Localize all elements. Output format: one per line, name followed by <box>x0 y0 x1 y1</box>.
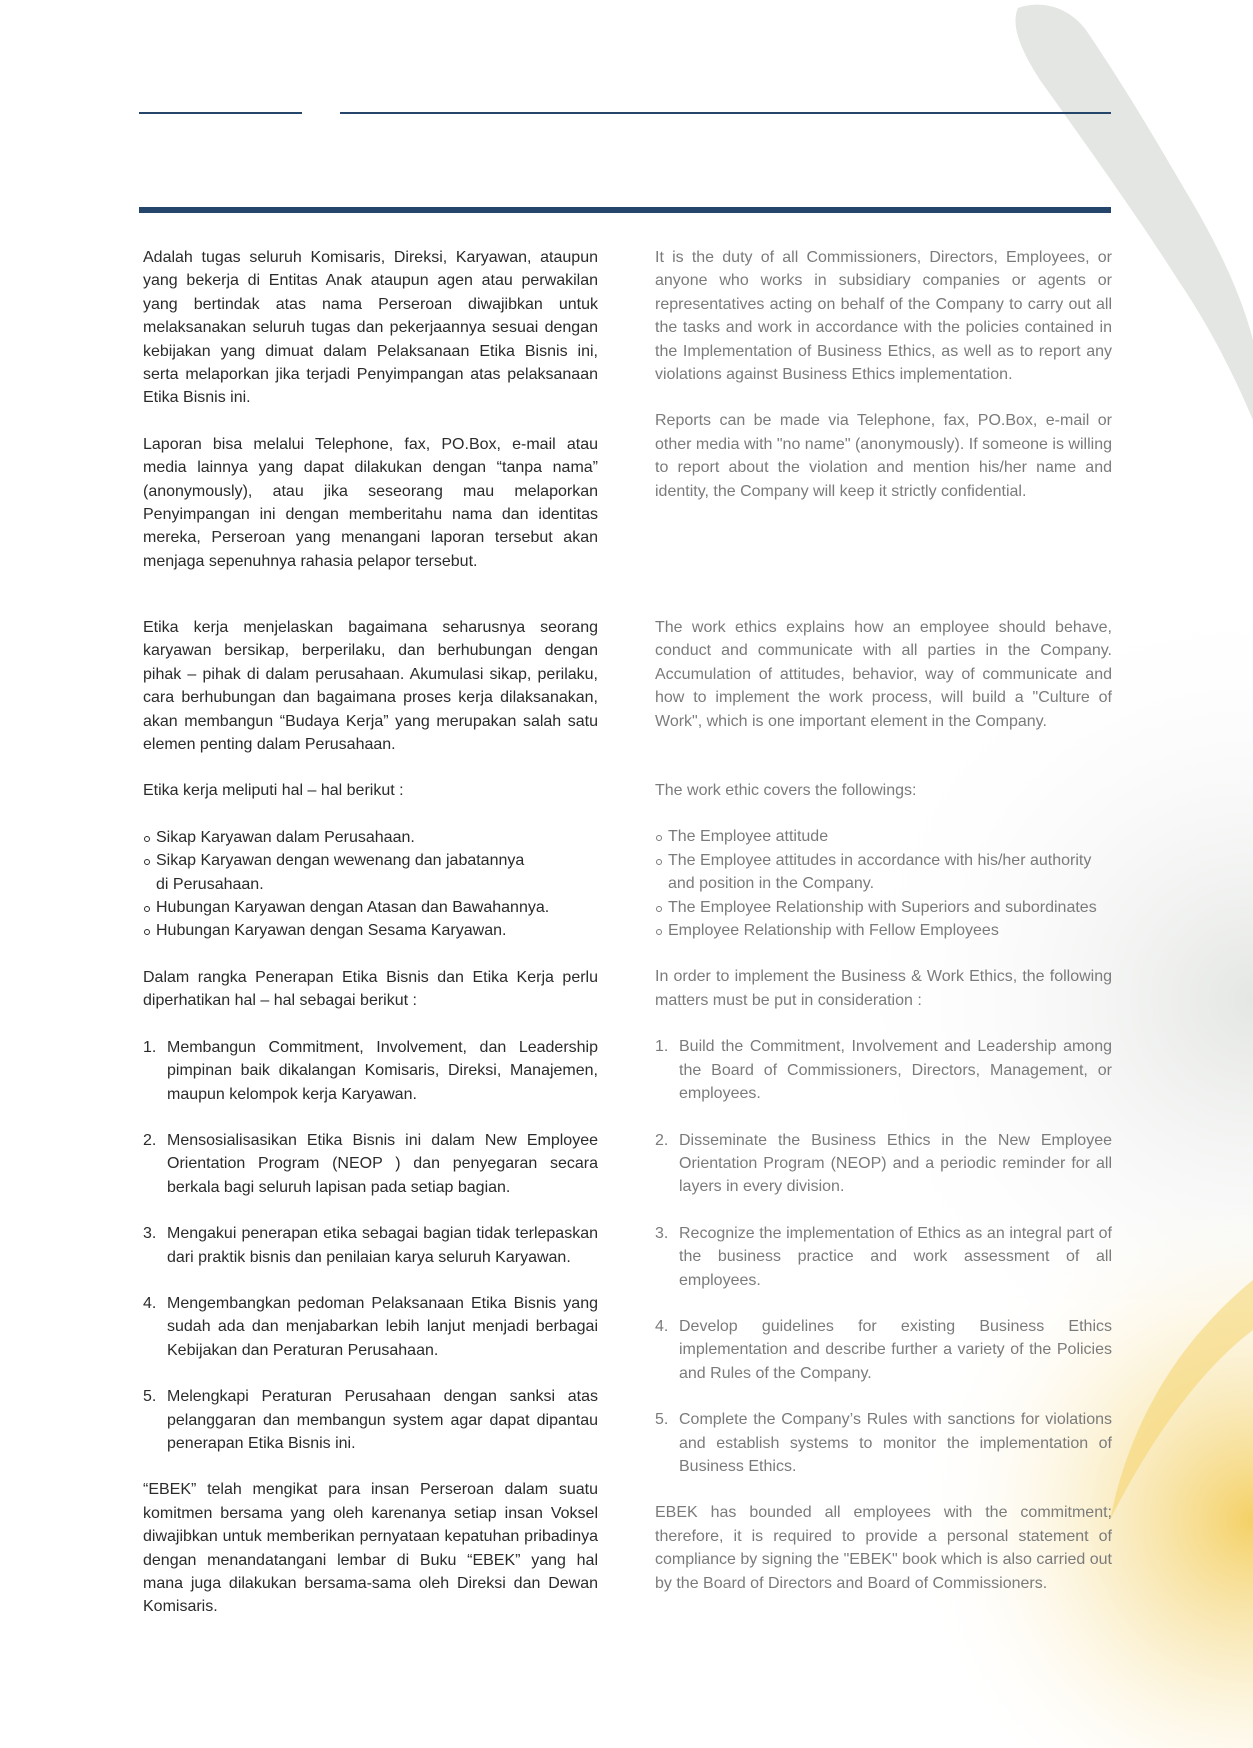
item-number: 1. <box>655 1038 669 1056</box>
section2-right-column <box>655 616 1112 1595</box>
header-rule-short <box>139 112 302 114</box>
header-rule-thick <box>139 207 1111 213</box>
item-text: Build the Commitment, Involvement and Leadership among the Board of Commissioners, Directors, Management, or employees. <box>679 1038 1112 1103</box>
item-number: 2. <box>143 1131 157 1149</box>
consider-list-en <box>655 1035 1112 1478</box>
item-text: Develop guidelines for existing Business Ethics implementation and describe further a variety of the Policies and Rules of the Company. <box>679 1317 1112 1382</box>
item-number: 4. <box>143 1294 157 1312</box>
section2-left-column <box>143 616 598 1619</box>
item-number: 5. <box>143 1388 157 1406</box>
list-item <box>655 1129 1112 1199</box>
item-number: 3. <box>655 1224 669 1242</box>
ebek-closing-id: “EBEK” telah mengikat para insan Perseroan dalam suatu komitmen bersama yang oleh karenanya setiap insan Voksel diwajibkan untuk memberikan pernyataan kepatuhan pribadinya dengan menandatangani lembar di Buku “EBEK” yang hal mana juga dilakukan bersama-sama oleh Direksi dan Dewan Komisaris. <box>143 1481 598 1616</box>
header-rule-long <box>340 112 1111 114</box>
item-text: Mengakui penerapan etika sebagai bagian tidak terlepaskan dari praktik bisnis dan penilaian karya seluruh Karyawan. <box>167 1225 598 1266</box>
list-item: Employee Relationship with Fellow Employees <box>655 919 1112 942</box>
item-number: 1. <box>143 1038 157 1056</box>
consider-paragraph-en: In order to implement the Business & Work Ethics, the following matters must be put in consideration : <box>655 968 1112 1009</box>
list-item <box>655 1315 1112 1385</box>
duty-paragraph-en: It is the duty of all Commissioners, Directors, Employees, or anyone who works in subsidiary companies or agents or representatives acting on behalf of the Company to carry out all the tasks and work in accordance with the policies contained in the Implementation of Business Ethics, as well as to report any violations against Business Ethics implementation. <box>655 249 1112 384</box>
consider-list-id <box>143 1036 598 1456</box>
item-number: 5. <box>655 1411 669 1429</box>
list-item <box>655 1408 1112 1478</box>
ebek-closing-en: EBEK has bounded all employees with the commitment; therefore, it is required to provide a personal statement of compliance by signing the "EBEK" book which is also carried out by the Board of Directors and Board of Commissioners. <box>655 1504 1112 1592</box>
consider-paragraph-id: Dalam rangka Penerapan Etika Bisnis dan Etika Kerja perlu diperhatikan hal – hal sebagai berikut : <box>143 968 598 1010</box>
list-item <box>143 1129 598 1199</box>
list-item: Hubungan Karyawan dengan Atasan dan Bawahannya. <box>143 896 598 919</box>
list-item: The Employee attitudes in accordance with his/her authority and position in the Company. <box>655 849 1112 896</box>
section1-left-column <box>143 246 598 573</box>
item-text: Recognize the implementation of Ethics as an integral part of the business practice and work assessment of all employees. <box>679 1224 1112 1289</box>
item-number: 4. <box>655 1317 669 1335</box>
list-item: Sikap Karyawan dengan wewenang dan jabatannya di Perusahaan. <box>143 849 536 896</box>
list-item <box>143 1385 598 1455</box>
item-text: Mensosialisasikan Etika Bisnis ini dalam New Employee Orientation Program (NEOP ) dan penyegaran secara berkala bagi seluruh lapisan pada setiap bagian. <box>167 1131 598 1196</box>
list-item: The Employee Relationship with Superiors and subordinates <box>655 896 1112 919</box>
list-item <box>655 1222 1112 1292</box>
section1-right-column <box>655 246 1112 503</box>
work-ethic-intro-id: Etika kerja menjelaskan bagaimana seharusnya seorang karyawan bersikap, berperilaku, dan berhubungan dengan pihak – pihak di dalam perusahaan. Akumulasi sikap, perilaku, cara berhubungan dan bagaimana proses kerja dilaksanakan, akan membangun “Budaya Kerja” yang merupakan salah satu elemen penting dalam Perusahaan. <box>143 619 598 754</box>
work-ethic-bullets-id <box>143 826 598 943</box>
list-item: Sikap Karyawan dalam Perusahaan. <box>143 826 598 849</box>
item-text: Complete the Company’s Rules with sanctions for violations and establish systems to monitor the implementation of Business Ethics. <box>679 1411 1112 1475</box>
list-item <box>655 1035 1112 1105</box>
list-item <box>143 1036 598 1106</box>
duty-paragraph-id: Adalah tugas seluruh Komisaris, Direksi, Karyawan, ataupun yang bekerja di Entitas Anak ataupun agen atau perwakilan yang bertindak atas nama Perseroan diwajibkan untuk melaksanakan seluruh tugas dan pekerjaannya sesuai dengan kebijakan yang dimuat dalam Pelaksanaan Etika Bisnis ini, serta melaporkan jika terjadi Penyimpangan atas pelaksanaan Etika Bisnis ini. <box>143 249 598 407</box>
item-text: Membangun Commitment, Involvement, dan Leadership pimpinan baik dikalangan Komisaris, Direksi, Manajemen, maupun kelompok kerja Karyawan. <box>167 1038 598 1103</box>
report-paragraph-id: Laporan bisa melalui Telephone, fax, PO.Box, e-mail atau media lainnya yang dapat dilakukan dengan “tanpa nama” (anonymously), atau jika seseorang mau melaporkan Penyimpangan ini dengan memberitahu nama dan identitas mereka, Perseroan yang menangani laporan tersebut akan menjaga sepenuhnya rahasia pelapor tersebut. <box>143 435 598 570</box>
item-text: Mengembangkan pedoman Pelaksanaan Etika Bisnis yang sudah ada dan menjabarkan lebih lanjut menjadi berbagai Kebijakan dan Peraturan Perusahaan. <box>167 1294 598 1359</box>
work-ethic-covers-id: Etika kerja meliputi hal – hal berikut : <box>143 782 404 800</box>
work-ethic-intro-en: The work ethics explains how an employee should behave, conduct and communicate with all parties in the Company. Accumulation of attitudes, behavior, way of communicate and how to implement the work process, will build a "Culture of Work", which is one important element in the Company. <box>655 619 1112 730</box>
item-number: 2. <box>655 1131 669 1149</box>
list-item <box>143 1222 598 1269</box>
report-paragraph-en: Reports can be made via Telephone, fax, PO.Box, e-mail or other media with "no name" (anonymously). If someone is willing to report about the violation and mention his/her name and identity, the Company will keep it strictly confidential. <box>655 412 1112 500</box>
item-text: Melengkapi Peraturan Perusahaan dengan sanksi atas pelanggaran dan membangun system agar dapat dipantau penerapan Etika Bisnis ini. <box>167 1388 598 1452</box>
list-item <box>143 1292 598 1362</box>
item-number: 3. <box>143 1225 157 1243</box>
work-ethic-bullets-en <box>655 825 1112 942</box>
list-item: The Employee attitude <box>655 825 1112 848</box>
work-ethic-covers-en: The work ethic covers the followings: <box>655 782 917 800</box>
item-text: Disseminate the Business Ethics in the New Employee Orientation Program (NEOP) and a periodic reminder for all layers in every division. <box>679 1131 1112 1196</box>
list-item: Hubungan Karyawan dengan Sesama Karyawan. <box>143 919 598 942</box>
